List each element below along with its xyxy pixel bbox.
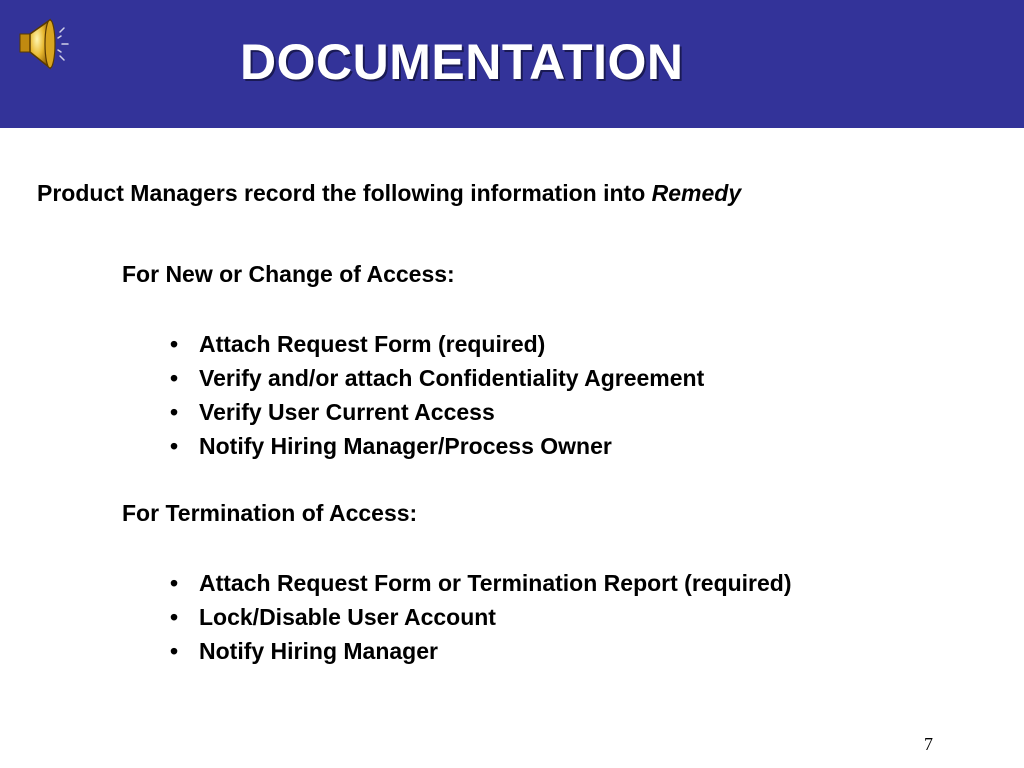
intro-text-main: Product Managers record the following information into: [37, 180, 652, 206]
speaker-icon[interactable]: [14, 14, 74, 74]
list-item: [170, 634, 810, 668]
list-item-text: Verify User Current Access: [199, 399, 495, 425]
intro-text: [37, 180, 741, 207]
list-item-text: Notify Hiring Manager: [199, 638, 438, 664]
bullet: •: [170, 433, 179, 459]
bullet: •: [170, 365, 179, 391]
section-heading-termination: For Termination of Access:: [122, 500, 418, 526]
bullet: •: [170, 399, 179, 425]
list-item-text: Notify Hiring Manager/Process Owner: [199, 433, 612, 459]
list-item-text: Attach Request Form (required): [199, 331, 546, 357]
page-number: 7: [924, 734, 933, 754]
bullet: •: [170, 570, 179, 596]
bullet: •: [170, 604, 179, 630]
section-heading-new-access: For New or Change of Access:: [122, 261, 455, 287]
list-item-text: Lock/Disable User Account: [199, 604, 496, 630]
list-item: [170, 429, 810, 463]
list-item: [170, 327, 810, 361]
list-item: [170, 600, 810, 634]
new-access-list: [170, 327, 810, 463]
bullet: •: [170, 331, 179, 357]
list-item-text: Verify and/or attach Confidentiality Agreement: [199, 365, 705, 391]
termination-list: [170, 566, 810, 668]
intro-emphasis: Remedy: [651, 180, 742, 206]
slide-title: DOCUMENTATION: [240, 34, 684, 90]
list-item: [170, 566, 810, 600]
list-item: [170, 361, 810, 395]
bullet: •: [170, 638, 179, 664]
list-item: [170, 395, 810, 429]
title-bar: [0, 0, 1024, 128]
list-item-text: Attach Request Form or Termination Report (required): [199, 570, 792, 596]
